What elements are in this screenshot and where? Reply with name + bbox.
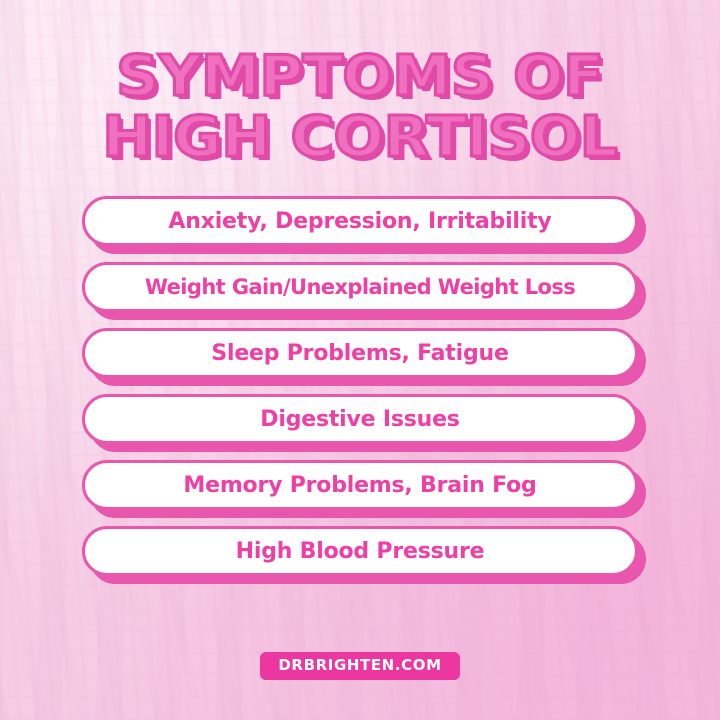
symptom-label: Anxiety, Depression, Irritability: [168, 208, 552, 234]
list-item: [82, 328, 638, 378]
symptom-label: Digestive Issues: [260, 406, 460, 432]
symptom-list: [82, 196, 638, 576]
symptom-pill-1: [82, 196, 638, 246]
footer: [260, 652, 459, 702]
symptom-pill-6: [82, 526, 638, 576]
symptom-label: Memory Problems, Brain Fog: [183, 472, 537, 498]
list-item: [82, 196, 638, 246]
page-title: [102, 44, 618, 171]
symptom-pill-3: [82, 328, 638, 378]
symptom-pill-2: [82, 262, 638, 312]
symptom-label: High Blood Pressure: [235, 538, 485, 564]
title-line-2: HIGH CORTISOL: [102, 105, 618, 171]
symptom-label: Weight Gain/Unexplained Weight Loss: [144, 275, 576, 300]
site-badge[interactable]: DRBRIGHTEN.COM: [260, 652, 459, 680]
symptom-label: Sleep Problems, Fatigue: [211, 340, 509, 366]
list-item: [82, 262, 638, 312]
list-item: [82, 394, 638, 444]
list-item: [82, 526, 638, 576]
title-line-1: SYMPTOMS OF: [116, 44, 604, 109]
list-item: [82, 460, 638, 510]
symptom-pill-5: [82, 460, 638, 510]
symptom-pill-4: [82, 394, 638, 444]
